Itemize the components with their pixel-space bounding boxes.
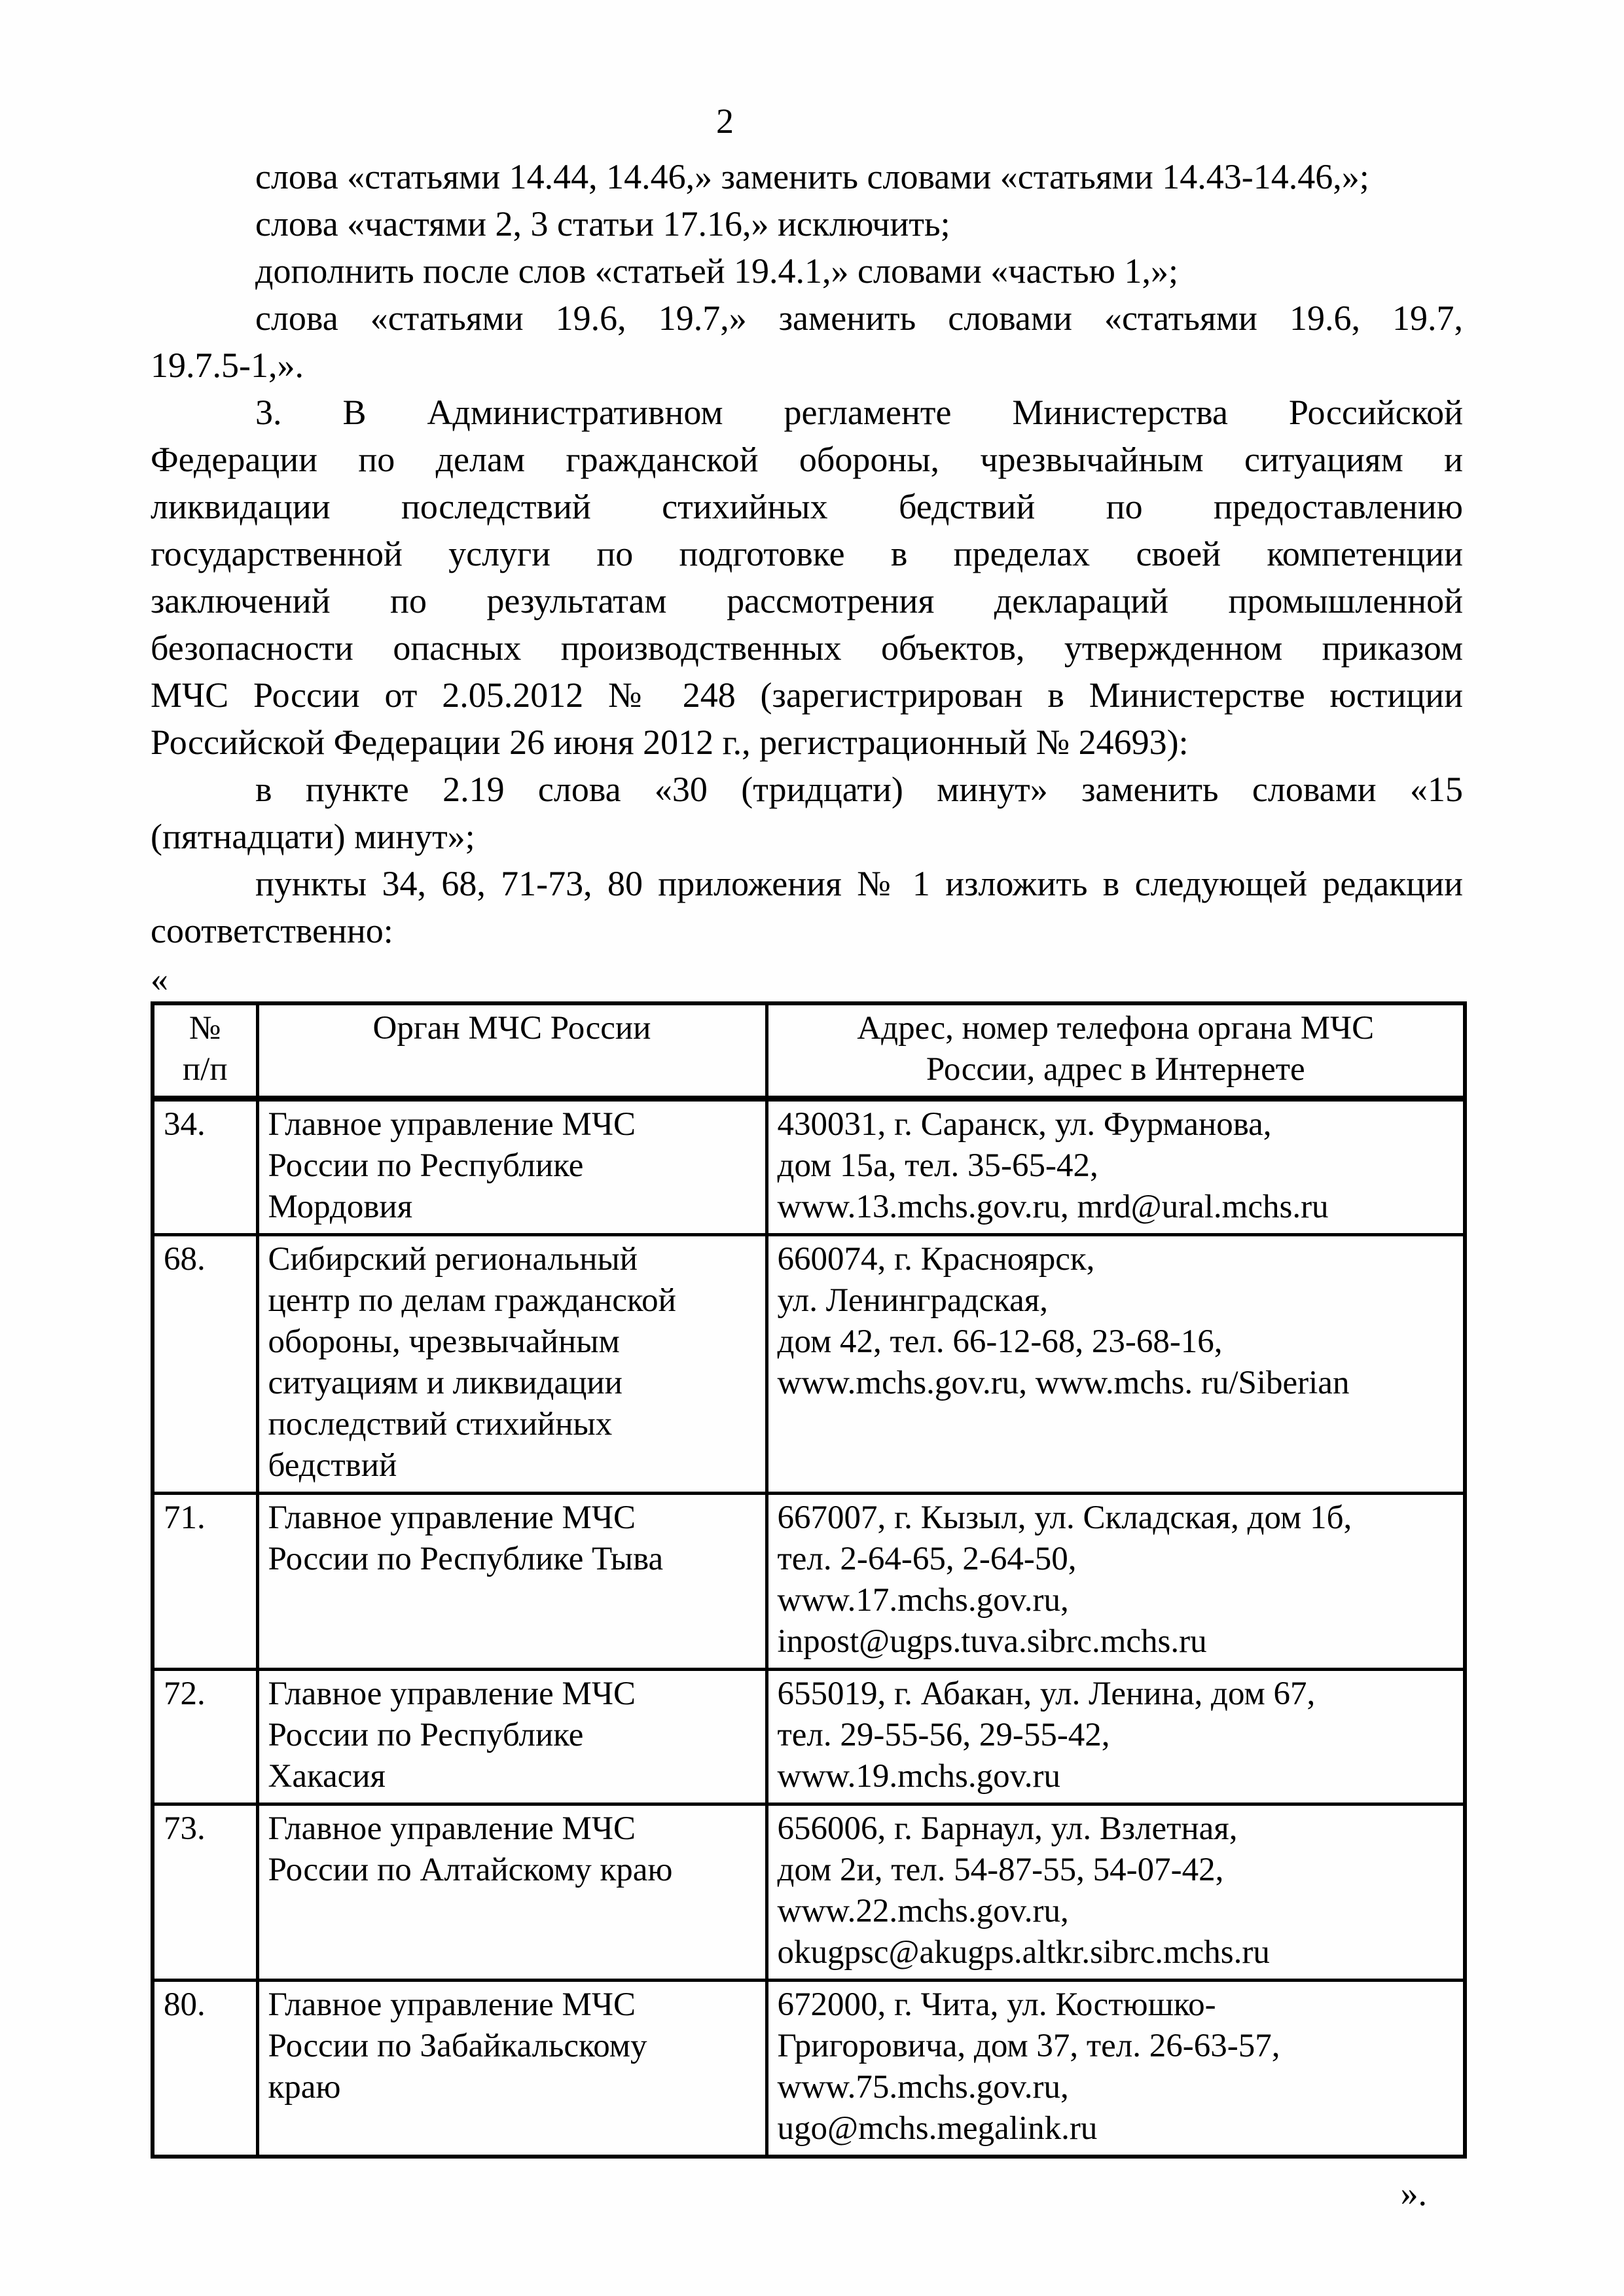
- text-line: 71.: [164, 1499, 206, 1536]
- table-row: [153, 1670, 1465, 1804]
- text-line: www.22.mchs.gov.ru,: [777, 1893, 1069, 1929]
- cell-organ: [257, 1670, 767, 1804]
- text-line: Главное управление МЧС: [268, 1810, 636, 1847]
- text-line: тел. 29-55-56, 29-55-42,: [777, 1717, 1110, 1753]
- cell-row-number: [153, 1981, 257, 2157]
- text-line: Григоровича, дом 37, тел. 26-63-57,: [777, 2028, 1280, 2064]
- text-block: [151, 98, 1463, 2216]
- text-line: ликвидации последствий стихийных бедствий по предоставлению: [151, 487, 1463, 526]
- text-line: России, адрес в Интернете: [926, 1051, 1305, 1088]
- cell-organ: [257, 1494, 767, 1670]
- closing-quote-mark: ».: [1400, 2174, 1427, 2213]
- text-line: в пункте 2.19 слова «30 (тридцати) минут» заменить словами «15: [255, 770, 1463, 809]
- table-header-row: [153, 1003, 1465, 1099]
- header-cell-address: [767, 1003, 1465, 1099]
- text-line: Хакасия: [268, 1758, 386, 1795]
- text-line: 73.: [164, 1810, 206, 1847]
- text-line: Российской Федерации 26 июня 2012 г., регистрационный № 24693):: [151, 723, 1189, 762]
- text-line: 430031, г. Саранск, ул. Фурманова,: [777, 1106, 1272, 1143]
- text-line: www.13.mchs.gov.ru, mrd@ural.mchs.ru: [777, 1189, 1329, 1225]
- text-line: 3. В Административном регламенте Министерства Российской: [255, 393, 1463, 432]
- text-line: ugo@mchs.megalink.ru: [777, 2110, 1098, 2147]
- text-line: обороны, чрезвычайным: [268, 1323, 620, 1360]
- text-line: центр по делам гражданской: [268, 1282, 676, 1319]
- text-line: Главное управление МЧС: [268, 1676, 636, 1712]
- text-line: 68.: [164, 1241, 206, 1278]
- paragraph: [151, 200, 1463, 247]
- mchs-offices-table: [151, 1001, 1467, 2159]
- text-line: Адрес, номер телефона органа МЧС: [857, 1010, 1375, 1047]
- cell-address: [767, 1494, 1465, 1670]
- paragraph: [151, 295, 1463, 389]
- cell-organ: [257, 1804, 767, 1981]
- text-line: Орган МЧС России: [372, 1010, 651, 1047]
- text-line: www.mchs.gov.ru, www.mchs. ru/Siberian: [777, 1365, 1350, 1401]
- text-line: 656006, г. Барнаул, ул. Взлетная,: [777, 1810, 1238, 1847]
- text-line: дополнить после слов «статьей 19.4.1,» словами «частью 1,»;: [255, 251, 1178, 291]
- text-line: Главное управление МЧС: [268, 1986, 636, 2023]
- text-line: inpost@ugps.tuva.sibrc.mchs.ru: [777, 1623, 1207, 1660]
- body-paragraphs: [151, 153, 1463, 954]
- text-line: 667007, г. Кызыл, ул. Складская, дом 1б,: [777, 1499, 1352, 1536]
- text-line: МЧС России от 2.05.2012 № 248 (зарегистрирован в Министерстве юстиции: [151, 675, 1463, 715]
- text-line: Сибирский региональный: [268, 1241, 638, 1278]
- cell-row-number: [153, 1099, 257, 1235]
- cell-organ: [257, 1099, 767, 1235]
- cell-address: [767, 1804, 1465, 1981]
- text-line: (пятнадцати) минут»;: [151, 817, 475, 856]
- text-line: ситуациям и ликвидации: [268, 1365, 623, 1401]
- text-line: www.75.mchs.gov.ru,: [777, 2069, 1069, 2106]
- paragraph: [151, 247, 1463, 295]
- text-line: №: [189, 1010, 221, 1047]
- text-line: okugpsc@akugps.altkr.sibrc.mchs.ru: [777, 1934, 1270, 1971]
- paragraph: [151, 766, 1463, 860]
- text-line: заключений по результатам рассмотрения деклараций промышленной: [151, 581, 1463, 620]
- text-line: дом 2и, тел. 54-87-55, 54-07-42,: [777, 1852, 1224, 1888]
- cell-address: [767, 1235, 1465, 1494]
- text-line: 80.: [164, 1986, 206, 2023]
- text-line: п/п: [182, 1051, 228, 1088]
- header-cell-organ: [257, 1003, 767, 1099]
- text-line: 672000, г. Чита, ул. Костюшко-: [777, 1986, 1216, 2023]
- table-row: [153, 1494, 1465, 1670]
- text-line: www.19.mchs.gov.ru: [777, 1758, 1061, 1795]
- table-row: [153, 1099, 1465, 1235]
- text-line: 19.7.5-1,».: [151, 346, 304, 385]
- text-line: ул. Ленинградская,: [777, 1282, 1048, 1319]
- cell-organ: [257, 1235, 767, 1494]
- text-line: краю: [268, 2069, 341, 2106]
- text-line: пункты 34, 68, 71-73, 80 приложения № 1 изложить в следующей редакции: [255, 864, 1463, 903]
- text-line: слова «частями 2, 3 статьи 17.16,» исключить;: [255, 204, 950, 243]
- table-row: [153, 1804, 1465, 1981]
- text-line: России по Республике Тыва: [268, 1541, 664, 1577]
- table-header: [153, 1003, 1465, 1099]
- cell-address: [767, 1670, 1465, 1804]
- text-line: слова «статьями 19.6, 19.7,» заменить словами «статьями 19.6, 19.7,: [255, 298, 1463, 338]
- text-line: Главное управление МЧС: [268, 1106, 636, 1143]
- text-line: соответственно:: [151, 911, 393, 950]
- text-line: России по Республике: [268, 1147, 584, 1184]
- text-line: государственной услуги по подготовке в пределах своей компетенции: [151, 534, 1463, 573]
- text-line: 72.: [164, 1676, 206, 1712]
- text-line: России по Республике: [268, 1717, 584, 1753]
- paragraph: [151, 860, 1463, 954]
- cell-address: [767, 1099, 1465, 1235]
- text-line: бедствий: [268, 1447, 397, 1484]
- text-line: безопасности опасных производственных объектов, утвержденном приказом: [151, 628, 1463, 668]
- cell-address: [767, 1981, 1465, 2157]
- paragraph: [151, 153, 1463, 200]
- cell-organ: [257, 1981, 767, 2157]
- cell-row-number: [153, 1804, 257, 1981]
- paragraph: [151, 389, 1463, 766]
- table-body: [153, 1099, 1465, 2157]
- text-line: www.17.mchs.gov.ru,: [777, 1582, 1069, 1619]
- text-line: последствий стихийных: [268, 1406, 613, 1443]
- text-line: Федерации по делам гражданской обороны, чрезвычайным ситуациям и: [151, 440, 1463, 479]
- header-cell-number: [153, 1003, 257, 1099]
- table-row: [153, 1235, 1465, 1494]
- text-line: России по Забайкальскому: [268, 2028, 647, 2064]
- text-line: Мордовия: [268, 1189, 413, 1225]
- text-line: слова «статьями 14.44, 14.46,» заменить словами «статьями 14.43-14.46,»;: [255, 157, 1369, 196]
- text-line: дом 42, тел. 66-12-68, 23-68-16,: [777, 1323, 1223, 1360]
- text-line: 34.: [164, 1106, 206, 1143]
- opening-quote-mark: «: [151, 960, 168, 999]
- table-row: [153, 1981, 1465, 2157]
- cell-row-number: [153, 1670, 257, 1804]
- cell-row-number: [153, 1235, 257, 1494]
- text-line: дом 15а, тел. 35-65-42,: [777, 1147, 1098, 1184]
- text-line: 660074, г. Красноярск,: [777, 1241, 1095, 1278]
- text-line: тел. 2-64-65, 2-64-50,: [777, 1541, 1077, 1577]
- text-line: 655019, г. Абакан, ул. Ленина, дом 67,: [777, 1676, 1316, 1712]
- text-line: Главное управление МЧС: [268, 1499, 636, 1536]
- cell-row-number: [153, 1494, 257, 1670]
- text-line: России по Алтайскому краю: [268, 1852, 673, 1888]
- page-number: 2: [716, 101, 734, 141]
